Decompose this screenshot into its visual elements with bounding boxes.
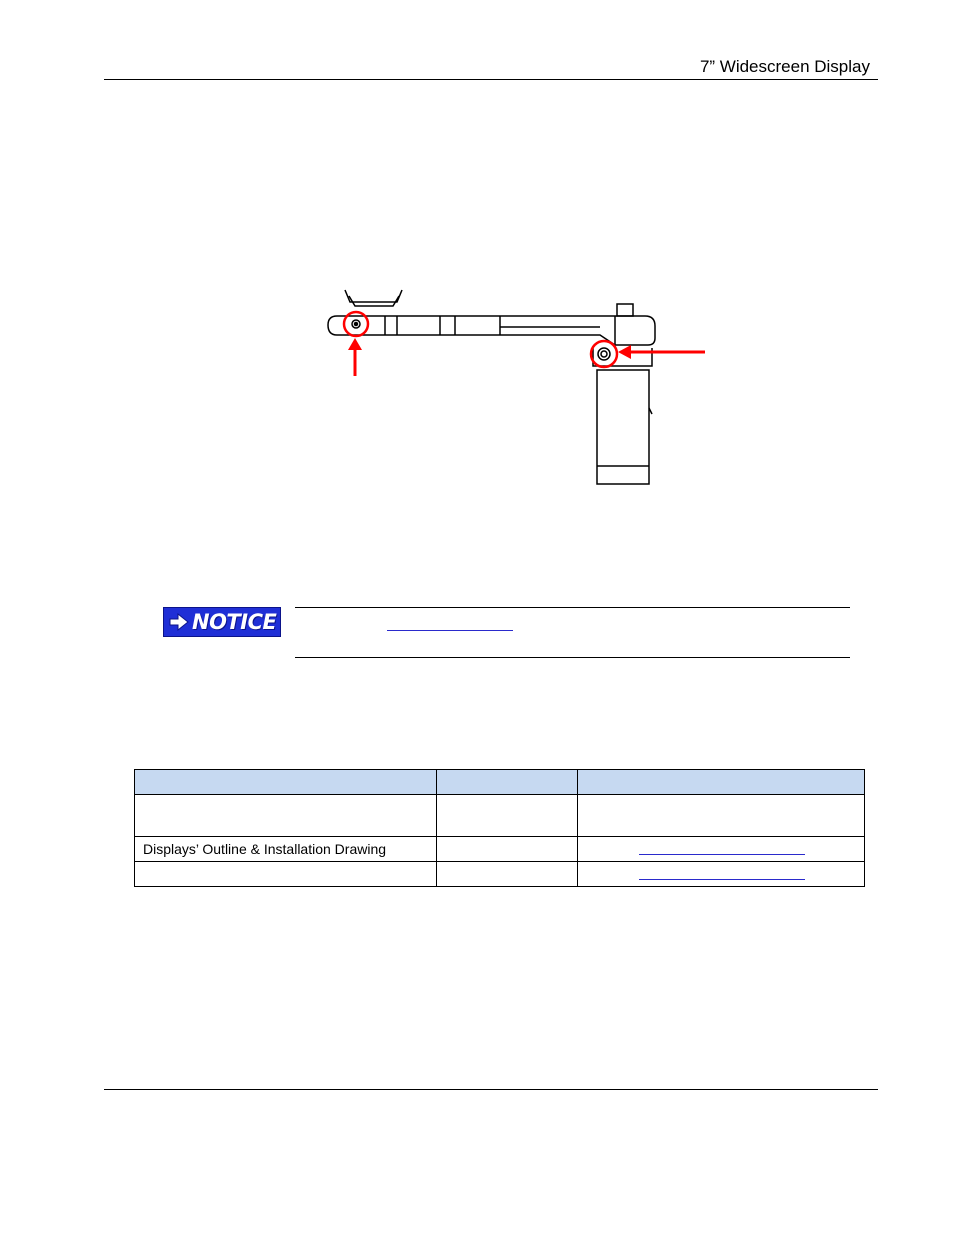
notice-link[interactable] [387, 616, 513, 631]
table-row [135, 862, 865, 887]
table-row [135, 795, 865, 837]
notice-bottom-rule [295, 657, 850, 658]
mount-arm-outline [328, 290, 655, 484]
page-header-title: 7” Widescreen Display [699, 57, 870, 76]
table-link[interactable] [639, 841, 805, 855]
table-link-cell [578, 837, 865, 862]
table-link-cell [578, 862, 865, 887]
table-header-cell [437, 770, 578, 795]
table-header-cell [578, 770, 865, 795]
table-row [135, 837, 865, 862]
table-cell [437, 795, 578, 837]
notice-badge [163, 607, 281, 637]
documents-table [134, 769, 865, 887]
table-header-row [135, 770, 865, 795]
up-arrow-icon [348, 338, 362, 350]
right-arrow-icon [168, 611, 190, 633]
table-cell [437, 862, 578, 887]
table-link[interactable] [639, 866, 805, 880]
notice-top-rule [295, 607, 850, 608]
table-cell: Displays’ Outline & Installation Drawing [135, 837, 437, 862]
left-arrow-icon [618, 345, 631, 359]
table-cell [578, 795, 865, 837]
table-cell [135, 795, 437, 837]
mount-arm-drawing [315, 280, 715, 490]
footer-rule [104, 1089, 878, 1090]
table-header-cell [135, 770, 437, 795]
table-cell [135, 862, 437, 887]
notice-label: NOTICE [192, 610, 277, 634]
right-screw-callout [591, 341, 617, 367]
header-rule [104, 79, 878, 80]
table-cell [437, 837, 578, 862]
